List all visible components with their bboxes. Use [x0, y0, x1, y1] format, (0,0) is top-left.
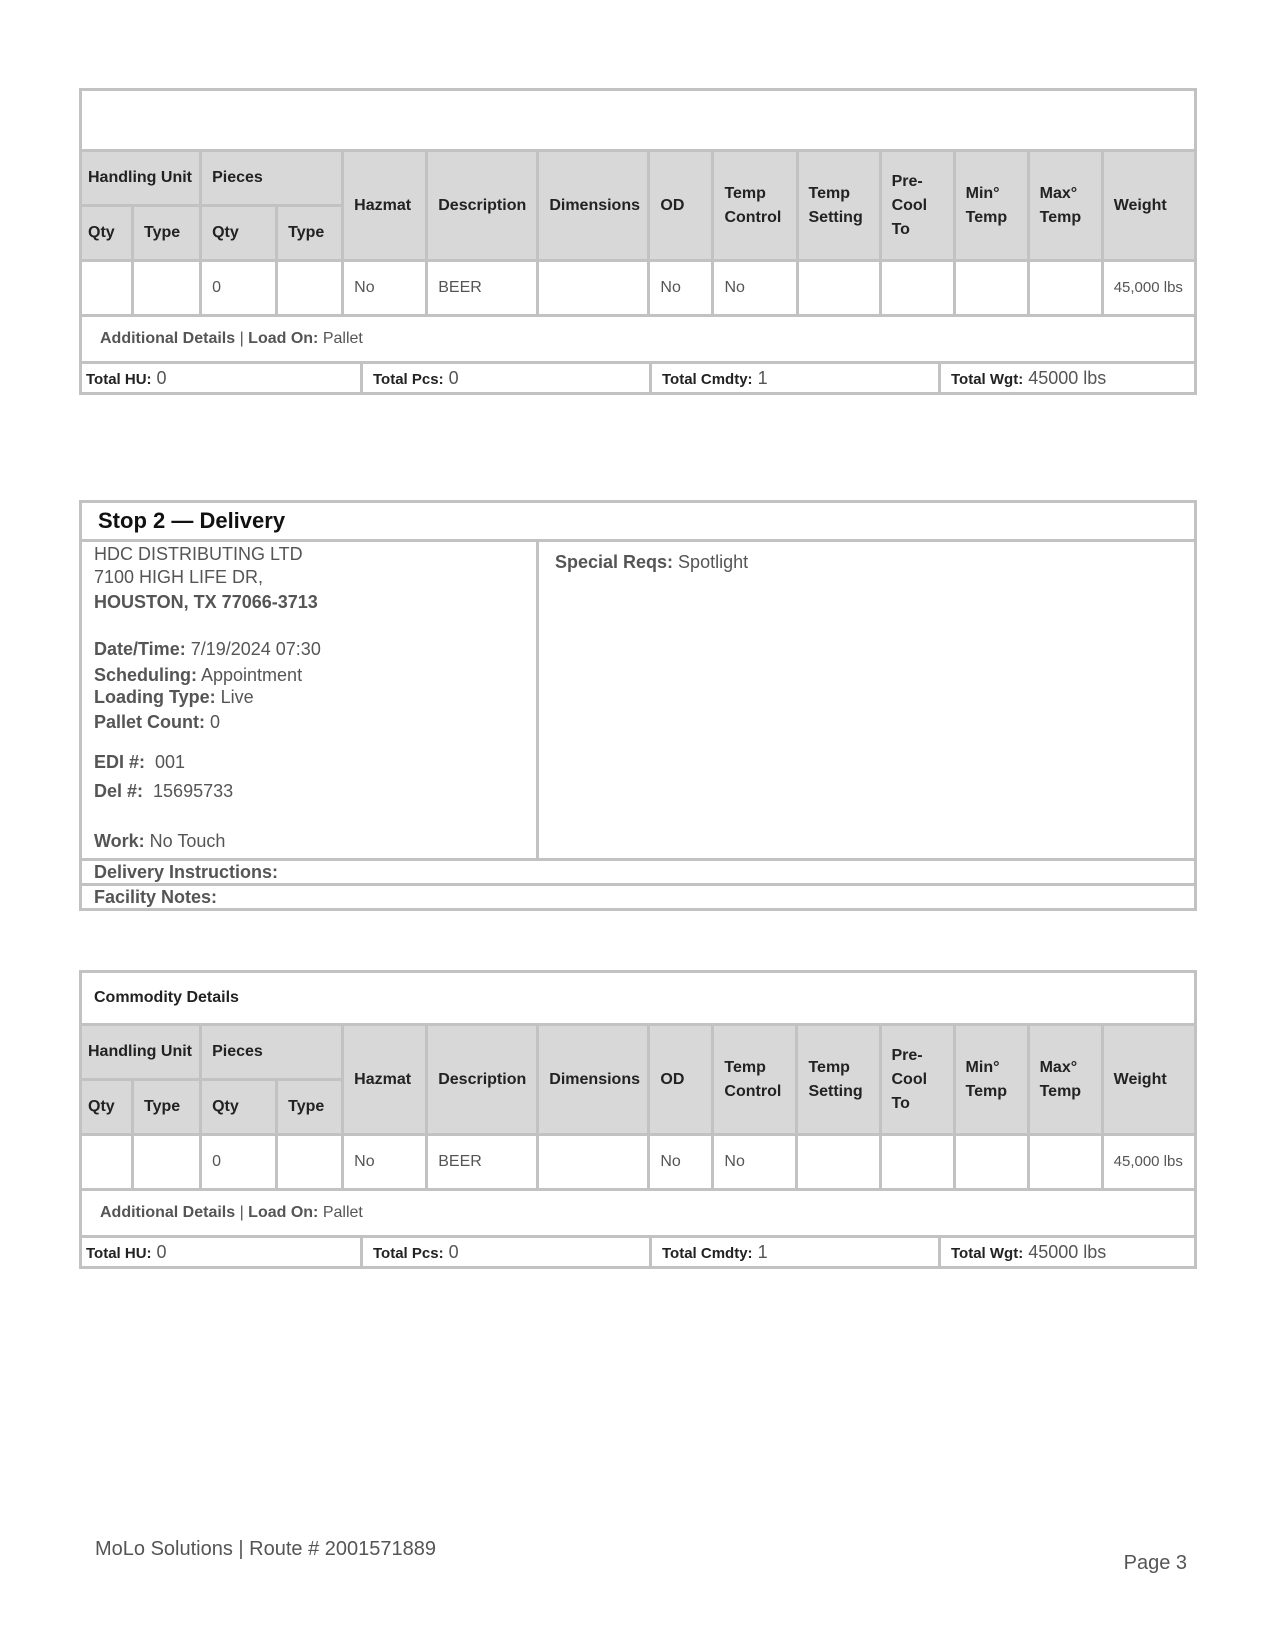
load-on-label: Load On: [248, 1204, 319, 1221]
col-pre-cool-to: Pre-Cool To [880, 1025, 954, 1135]
table-row [81, 1135, 1196, 1190]
total-wgt-label: Total Wgt: [951, 1244, 1024, 1262]
total-cmdty-value: 1 [752, 367, 768, 388]
col-weight: Weight [1102, 151, 1195, 261]
total-wgt-label: Total Wgt: [951, 370, 1024, 388]
del-value: 15695733 [143, 781, 234, 801]
cell-temp-control: No [713, 1135, 797, 1190]
pallet-count-value: 0 [205, 712, 221, 732]
total-wgt-value: 45000 lbs [1023, 1241, 1107, 1262]
scheduling-value: Appointment [197, 665, 303, 685]
datetime [94, 639, 321, 660]
totals-row [79, 1235, 1197, 1269]
col-hu-qty: Qty [81, 206, 133, 261]
cell-min-temp [954, 1135, 1028, 1190]
cell-temp-setting [797, 1135, 880, 1190]
col-dimensions: Dimensions [538, 151, 649, 261]
footer-route: MoLo Solutions | Route # 2001571889 [95, 1538, 437, 1560]
address-line: 7100 HIGH LIFE DR, [94, 567, 264, 587]
cell-pc-type [277, 261, 343, 316]
special-reqs-value: Spotlight [673, 552, 749, 572]
cell-pc-type [277, 1135, 343, 1190]
company-name: HDC DISTRIBUTING LTD [94, 544, 303, 564]
col-handling-unit: Handling Unit [81, 1025, 201, 1080]
commodity-table [79, 970, 1197, 1238]
cell-min-temp [954, 261, 1028, 316]
total-cmdty-label: Total Cmdty: [662, 370, 753, 388]
cell-hazmat: No [343, 261, 427, 316]
pallet-count-label: Pallet Count: [94, 712, 205, 732]
col-min-temp: Min° Temp [954, 151, 1028, 261]
col-pc-qty: Qty [201, 1080, 277, 1135]
col-min-temp: Min° Temp [954, 1025, 1028, 1135]
pallet-count [94, 712, 220, 733]
cell-hu-type [133, 261, 201, 316]
load-on-label: Load On: [248, 330, 319, 347]
work-label: Work: [94, 831, 145, 851]
total-pcs [362, 363, 651, 394]
stop-title: Stop 2 — Delivery [79, 500, 1197, 542]
col-hu-type: Type [133, 1080, 201, 1135]
special-reqs [539, 542, 1194, 858]
cell-pc-qty: 0 [201, 1135, 277, 1190]
cell-od: No [649, 1135, 713, 1190]
cell-max-temp [1028, 1135, 1102, 1190]
commodity-block-2 [79, 970, 1197, 1269]
total-hu [81, 363, 362, 394]
loading-type [94, 687, 254, 708]
delivery-instructions: Delivery Instructions: [79, 858, 1197, 886]
datetime-label: Date/Time: [94, 639, 186, 659]
commodity-caption: Commodity Details [81, 972, 1196, 1025]
total-hu-label: Total HU: [86, 370, 152, 388]
col-od: OD [649, 1025, 713, 1135]
cell-temp-setting [797, 261, 880, 316]
cell-hu-qty [81, 261, 133, 316]
total-wgt-value: 45000 lbs [1023, 367, 1107, 388]
cell-dimensions [538, 261, 649, 316]
load-on-value: Pallet [318, 330, 363, 347]
cell-weight: 45,000 lbs [1102, 1135, 1195, 1190]
total-pcs-label: Total Pcs: [373, 1244, 444, 1262]
page-number: Page 3 [1123, 1552, 1187, 1574]
commodity-caption [81, 90, 1196, 151]
total-pcs-label: Total Pcs: [373, 370, 444, 388]
col-hazmat: Hazmat [343, 151, 427, 261]
cell-weight: 45,000 lbs [1102, 261, 1195, 316]
special-reqs-label: Special Reqs: [555, 552, 674, 572]
col-pieces: Pieces [201, 151, 343, 206]
cell-description: BEER [427, 261, 538, 316]
total-hu-value: 0 [151, 1241, 167, 1262]
cell-hu-qty [81, 1135, 133, 1190]
col-pc-type: Type [277, 206, 343, 261]
datetime-value: 7/19/2024 07:30 [185, 639, 321, 659]
load-on-value: Pallet [318, 1204, 363, 1221]
total-cmdty [651, 1237, 940, 1268]
del-label: Del #: [94, 781, 144, 801]
col-weight: Weight [1102, 1025, 1195, 1135]
col-temp-setting: Temp Setting [797, 151, 880, 261]
cell-description: BEER [427, 1135, 538, 1190]
commodity-table [79, 88, 1197, 364]
commodity-block-1 [79, 88, 1197, 395]
work-value: No Touch [144, 831, 226, 851]
cell-hu-type [133, 1135, 201, 1190]
cell-pc-qty: 0 [201, 261, 277, 316]
cell-pre-cool-to [880, 1135, 954, 1190]
cell-temp-control: No [713, 261, 797, 316]
col-hu-type: Type [133, 206, 201, 261]
scheduling [94, 665, 302, 686]
cell-hazmat: No [343, 1135, 427, 1190]
facility-notes: Facility Notes: [79, 886, 1197, 911]
total-cmdty-value: 1 [752, 1241, 768, 1262]
col-max-temp: Max° Temp [1028, 151, 1102, 261]
cell-dimensions [538, 1135, 649, 1190]
edi-value: 001 [145, 752, 186, 772]
total-cmdty-label: Total Cmdty: [662, 1244, 753, 1262]
col-temp-setting: Temp Setting [797, 1025, 880, 1135]
col-description: Description [427, 151, 538, 261]
scheduling-label: Scheduling: [94, 665, 197, 685]
loading-type-value: Live [215, 687, 254, 707]
cell-pre-cool-to [880, 261, 954, 316]
total-hu-value: 0 [151, 367, 167, 388]
cell-od: No [649, 261, 713, 316]
total-wgt [940, 1237, 1196, 1268]
col-handling-unit: Handling Unit [81, 151, 201, 206]
col-temp-control: Temp Control [713, 1025, 797, 1135]
col-hu-qty: Qty [81, 1080, 133, 1135]
del-number [94, 781, 233, 802]
stop-details [82, 542, 539, 858]
col-hazmat: Hazmat [343, 1025, 427, 1135]
stop-section [79, 500, 1197, 911]
separator: | [235, 330, 249, 347]
col-dimensions: Dimensions [538, 1025, 649, 1135]
col-temp-control: Temp Control [713, 151, 797, 261]
total-wgt [940, 363, 1196, 394]
work [94, 831, 225, 852]
additional-details-label: Additional Details [100, 330, 236, 347]
additional-details-label: Additional Details [100, 1204, 236, 1221]
total-pcs-value: 0 [443, 1241, 459, 1262]
col-pc-type: Type [277, 1080, 343, 1135]
loading-type-label: Loading Type: [94, 687, 216, 707]
total-pcs [362, 1237, 651, 1268]
totals-row [79, 361, 1197, 395]
separator: | [235, 1204, 249, 1221]
additional-details [81, 1190, 1196, 1237]
col-max-temp: Max° Temp [1028, 1025, 1102, 1135]
total-hu [81, 1237, 362, 1268]
total-hu-label: Total HU: [86, 1244, 152, 1262]
additional-details [81, 316, 1196, 363]
total-pcs-value: 0 [443, 367, 459, 388]
col-od: OD [649, 151, 713, 261]
table-row [81, 261, 1196, 316]
col-pc-qty: Qty [201, 206, 277, 261]
col-pre-cool-to: Pre-Cool To [880, 151, 954, 261]
edi-label: EDI #: [94, 752, 146, 772]
col-description: Description [427, 1025, 538, 1135]
col-pieces: Pieces [201, 1025, 343, 1080]
stop-body [79, 542, 1197, 858]
edi-number [94, 752, 185, 773]
city-state-zip: HOUSTON, TX 77066-3713 [94, 592, 318, 612]
cell-max-temp [1028, 261, 1102, 316]
total-cmdty [651, 363, 940, 394]
